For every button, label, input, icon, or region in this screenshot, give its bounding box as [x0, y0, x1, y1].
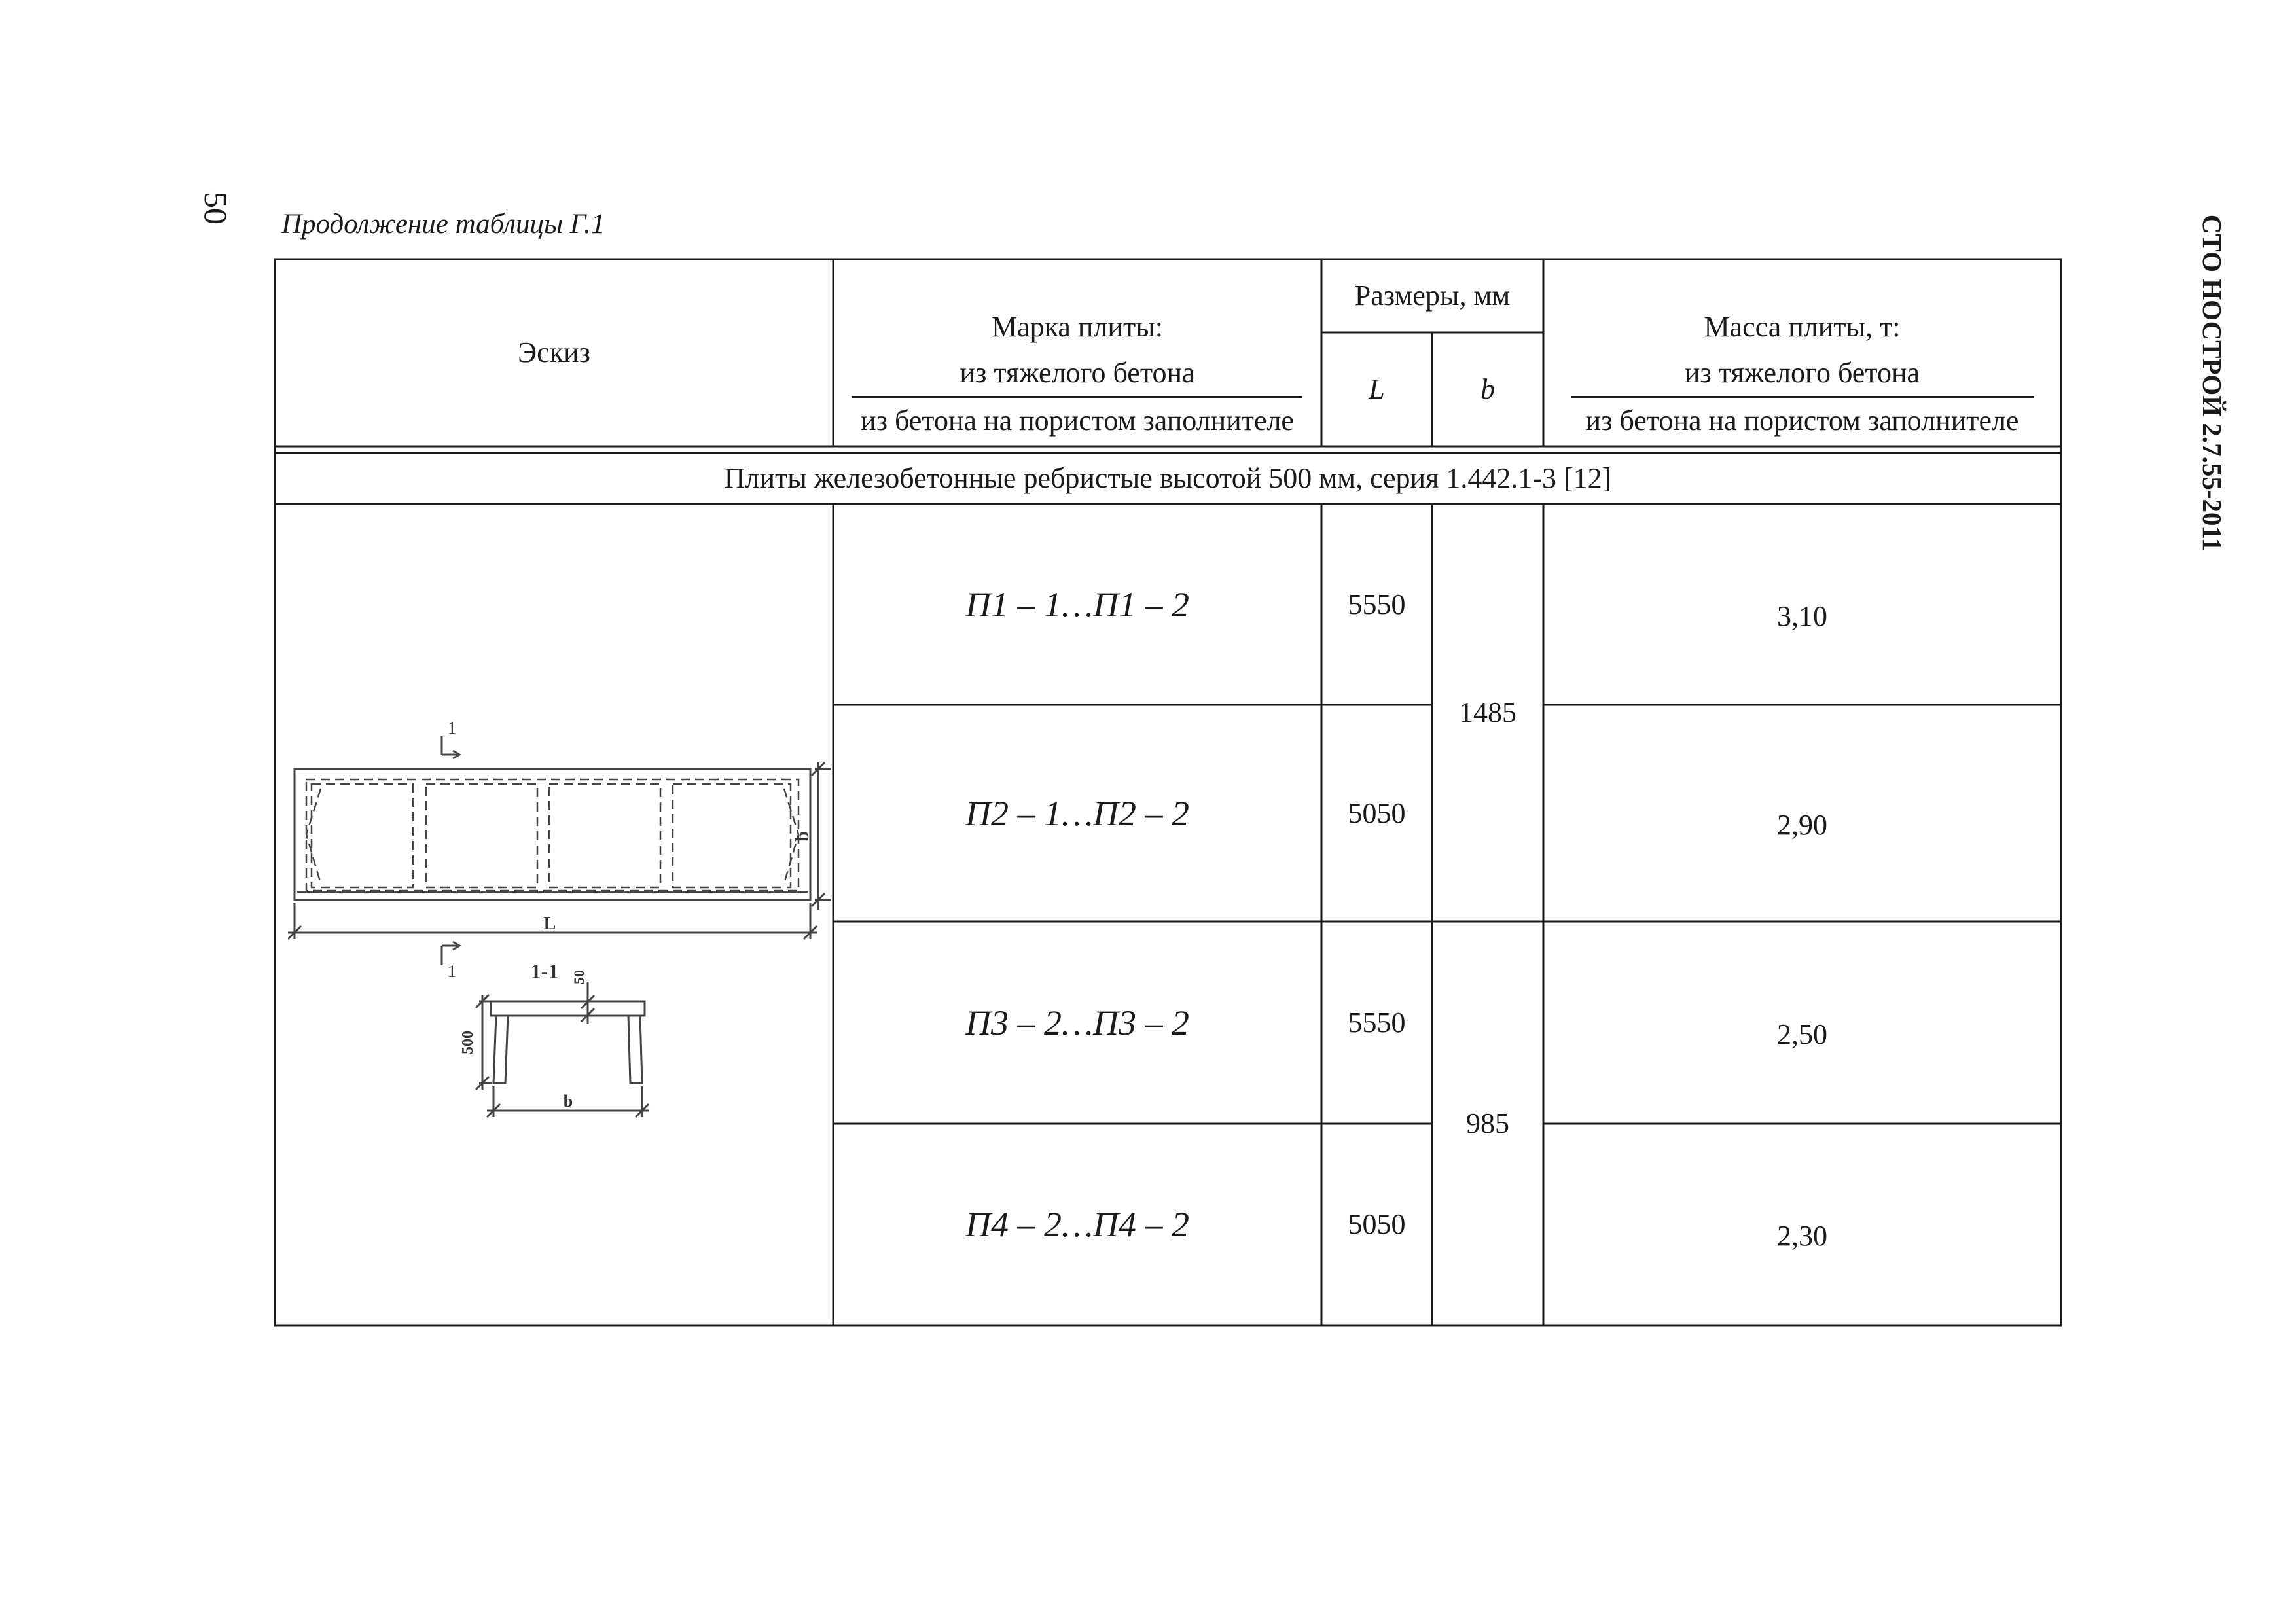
row-4-length — [1321, 1124, 1432, 1325]
row-3-mark — [833, 921, 1321, 1124]
dimension-flange — [581, 982, 594, 1024]
page-number: 50 — [198, 192, 234, 224]
header-sizes — [1321, 259, 1543, 332]
header-mass-heavy: из тяжелого бетона — [1571, 350, 2034, 398]
section-title: 1-1 — [530, 959, 559, 983]
row-2-mark — [833, 705, 1321, 921]
row-4-mark-text: П4 – 2…П4 – 2 — [965, 1205, 1189, 1244]
header-sketch — [275, 259, 833, 446]
row-3-length-text: 5550 — [1348, 1006, 1406, 1039]
header-sizes-label: Размеры, мм — [1354, 279, 1511, 312]
header-mass-porous: из бетона на пористом заполнителе — [1585, 404, 2019, 437]
row-1-length-text: 5550 — [1348, 588, 1406, 620]
slab-plan-view — [295, 769, 810, 900]
header-length-label: L — [1369, 373, 1385, 405]
b-group-2-text: 985 — [1466, 1107, 1509, 1139]
row-4-mass-text: 2,30 — [1777, 1220, 1827, 1252]
row-3-mass-text: 2,50 — [1777, 1018, 1827, 1050]
header-width — [1432, 332, 1543, 446]
row-3-mark-text: П3 – 2…П3 – 2 — [965, 1003, 1189, 1043]
row-2-mass-text: 2,90 — [1777, 808, 1827, 841]
header-mark-porous: из бетона на пористом заполнителе — [861, 404, 1294, 437]
slab-cross-section — [491, 1001, 645, 1083]
row-4-mass — [1543, 1124, 2061, 1325]
row-4-mark — [833, 1124, 1321, 1325]
b-group-1-text: 1485 — [1459, 696, 1516, 728]
row-1-mark-text: П1 – 1…П1 – 2 — [965, 584, 1189, 624]
section-title-row — [275, 453, 2061, 504]
header-width-label: b — [1480, 373, 1495, 405]
row-1-mass — [1543, 504, 2061, 705]
header-length — [1321, 332, 1432, 446]
row-3-length — [1321, 921, 1432, 1124]
section-cut-marks — [442, 736, 459, 965]
dimension-b-plan-label: b — [793, 831, 813, 842]
header-sketch-label: Эскиз — [518, 336, 590, 368]
document-code-header: СТО НОСТРОЙ 2.7.55-2011 — [2197, 214, 2227, 552]
section-title: Плиты железобетонные ребристые высотой 500 мм, серия 1.442.1-3 [12] — [724, 462, 1612, 494]
table-continuation-caption: Продолжение таблицы Г.1 — [281, 209, 605, 240]
header-mass-title: Масса плиты, т: — [1704, 311, 1901, 343]
header-mark-title: Марка плиты: — [992, 311, 1163, 343]
dimension-b-plan — [812, 762, 831, 910]
header-mass — [1543, 259, 2061, 446]
section-mark-bottom: 1 — [448, 962, 456, 981]
b-group-1 — [1432, 504, 1543, 921]
section-mark-top: 1 — [448, 719, 456, 738]
slab-sketch — [288, 717, 831, 1135]
header-mark-heavy: из тяжелого бетона — [852, 350, 1302, 398]
dimension-b-section-label: b — [563, 1092, 573, 1111]
row-1-mark — [833, 504, 1321, 705]
b-group-2 — [1432, 921, 1543, 1325]
row-2-length-text: 5050 — [1348, 796, 1406, 829]
row-4-length-text: 5050 — [1348, 1208, 1406, 1240]
row-1-length — [1321, 504, 1432, 705]
dimension-height-label: 500 — [459, 1031, 476, 1054]
row-2-length — [1321, 705, 1432, 921]
dimension-flange-label: 50 — [571, 970, 587, 984]
row-2-mass — [1543, 705, 2061, 921]
row-1-mass-text: 3,10 — [1777, 599, 1827, 632]
row-2-mark-text: П2 – 1…П2 – 2 — [965, 793, 1189, 833]
header-mark — [833, 259, 1321, 446]
dimension-height — [476, 995, 492, 1090]
dimension-L-label: L — [543, 914, 556, 934]
row-3-mass — [1543, 921, 2061, 1124]
